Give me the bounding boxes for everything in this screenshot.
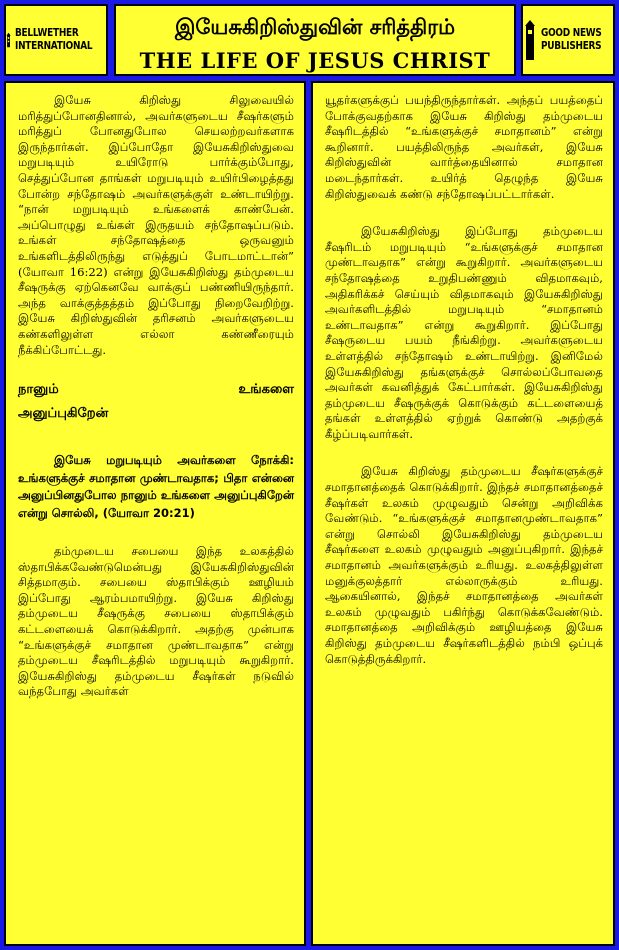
bellwether-logo-line1: BELLWETHER [15, 27, 79, 39]
bellwether-logo-text [15, 27, 92, 53]
title-box [114, 4, 516, 76]
right-paragraph-2: இயேசுகிறிஸ்து இப்போது தம்முடைய சீஷரிடம் மறுபடியும் “உங்களுக்குச் சமாதான முண்டாவதாக” என்று கூறுகிறார். அவர்களுடைய சந்தோஷத்தை உறுதிபண்ணும் விதமாகவும், அதிகரிக்கச் செய்யும் விதமாகவும் இயேசுகிறிஸ்து அவர்களிடத்தில் மறுபடியும் “சமாதானம் உண்டாவதாக” என்று கூறுகிறார். இப்போது சீஷருடைய பயம் நீங்கிற்று. அவர்களுடைய உள்ளத்தில் சந்தோஷம் உண்டாயிற்று. இனிமேல் இயேசுகிறிஸ்து தங்களுக்குச் சொல்லப்போவதை அவர்கள் கவனித்துக் கேட்பார்கள். இயேசுகிறிஸ்து தம்முடைய சீஷருக்குக் கொடுக்கும் கட்டளையைத் தங்கள் உள்ளத்தில் ஏற்றுக் கொண்டு அதற்குக் கீழ்ப்படிவார்கள். [325, 224, 603, 441]
section-heading-line2: அனுப்புகிறேன் [18, 406, 109, 422]
good-news-logo-box [521, 4, 615, 76]
tower-icon [523, 20, 537, 60]
good-news-logo-line1: GOOD NEWS [541, 27, 602, 39]
bell-tower-icon [6, 20, 11, 60]
scripture-verse: இயேசு மறுபடியும் அவர்களை நோக்கி: உங்களுக்குச் சமாதான முண்டாவதாக; பிதா என்னை அனுப்பினதுபோல நானும் உங்களை அனுப்புகிறேன் என்று சொல்லி, (யோவா 20:21) [18, 453, 294, 520]
title-tamil: இயேசுகிறிஸ்துவின் சரித்திரம் [174, 14, 456, 39]
left-paragraph-1: இயேசு கிறிஸ்து சிலுவையில் மரித்துப்போனதினால், அவர்களுடைய சீஷர்களும் மரித்துப் போனதுபோல செயலற்றவர்களாக இருந்தார்கள். இப்போதோ இயேசுகிறிஸ்துவை மறுபடியும் உயிரோடு பார்க்கும்போது, செத்துப்போன தாங்கள் மறுபடியும் உயிர்பிழைத்தது போன்ற சந்தோஷம் அவர்களுக்குள் உண்டாயிற்று. “நான் மறுபடியும் உங்களைக் காண்பேன். அப்பொழுது உங்கள் இருதயம் சந்தோஷப்படும். உங்கள் சந்தோஷத்தை ஒருவனும் உங்களிடத்திலிருந்து எடுத்துப் போடமாட்டான்” (யோவா 16:22) என்று இயேசுகிறிஸ்து தம்முடைய சீஷருக்கு ஏற்கெனவே வாக்குப் பண்ணியிருந்தார். அந்த வாக்குத்தத்தம் இப்போது நிறைவேறிற்று. இயேசு கிறிஸ்துவின் தரிசனம் அவர்களுடைய கண்களிலுள்ள எல்லா கண்ணீரையும் நீக்கிப்போட்டது. [18, 93, 294, 357]
bellwether-logo [6, 6, 106, 74]
right-column [311, 81, 615, 946]
section-heading-line1: நானும் உங்களை [18, 382, 294, 398]
bellwether-logo-box [4, 4, 108, 76]
left-paragraph-2: தம்முடைய சபையை இந்த உலகத்தில் ஸ்தாபிக்கவேண்டுமென்பது இயேசுகிறிஸ்துவின் சித்தமாகும். சபையை ஸ்தாபிக்கும் ஊழியம் இப்போது ஆரம்பமாயிற்று. இயேசு கிறிஸ்து தம்முடைய சீஷருக்கு சபையை ஸ்தாபிக்கும் கட்டளையைக் கொடுக்கிறார். அதற்கு முன்பாக “உங்களுக்குச் சமாதான முண்டாவதாக” என்று தம்முடைய சீஷரிடத்தில் மறுபடியும் கூறுகிறார். இயேசுகிறிஸ்து தம்முடைய சீஷர்கள் நடுவில் வந்தபோது அவர்கள் [18, 544, 294, 699]
left-column [4, 81, 306, 946]
good-news-logo [523, 6, 613, 74]
right-paragraph-1: யூதர்களுக்குப் பயந்திருந்தார்கள். அந்தப் பயத்தைப் போக்குவதற்காக இயேசு கிறிஸ்து தம்முடைய சீஷரிடத்தில் “உங்களுக்குச் சமாதானம்” என்று கூறினார். பயத்திலிருந்த அவர்கள், இயேசு கிறிஸ்துவின் வார்த்தையினால் சமாதான மடைந்தார்கள். உயிர்த் தெழுந்த இயேசு கிறிஸ்துவைக் கண்டு சந்தோஷப்பட்டார்கள். [325, 93, 603, 201]
good-news-logo-line2: PUBLISHERS [541, 40, 602, 52]
bellwether-logo-line2: INTERNATIONAL [15, 40, 93, 52]
good-news-logo-text [541, 27, 602, 53]
title-english: THE LIFE OF JESUS CHRIST [139, 48, 491, 73]
right-paragraph-3: இயேசு கிறிஸ்து தம்முடைய சீஷர்களுக்குச் சமாதானத்தைக் கொடுக்கிறார். இந்தச் சமாதானத்தைச் சீஷர்கள் உலகம் முழுவதும் சென்று அறிவிக்க வேண்டும். “உங்களுக்குச் சமாதானமுண்டாவதாக” என்று சொல்லி இயேசுகிறிஸ்து தம்முடைய சீஷர்களை உலகம் முழுவதும் அனுப்புகிறார். இந்தச் சமாதானம் அவர்களுக்கும் உரியது. உலகத்திலுள்ள மனுக்குலத்தார் எல்லாருக்கும் உரியது. ஆகையினால், இந்தச் சமாதானத்தை அவர்கள் உலகம் முழுவதும் பகிர்ந்து கொடுக்கவேண்டும். சமாதானத்தை அறிவிக்கும் ஊழியத்தை இயேசு கிறிஸ்து தம்முடைய சீஷர்களிடத்தில் நம்பி ஒப்புக் கொடுத்திருக்கிறார். [325, 464, 603, 666]
